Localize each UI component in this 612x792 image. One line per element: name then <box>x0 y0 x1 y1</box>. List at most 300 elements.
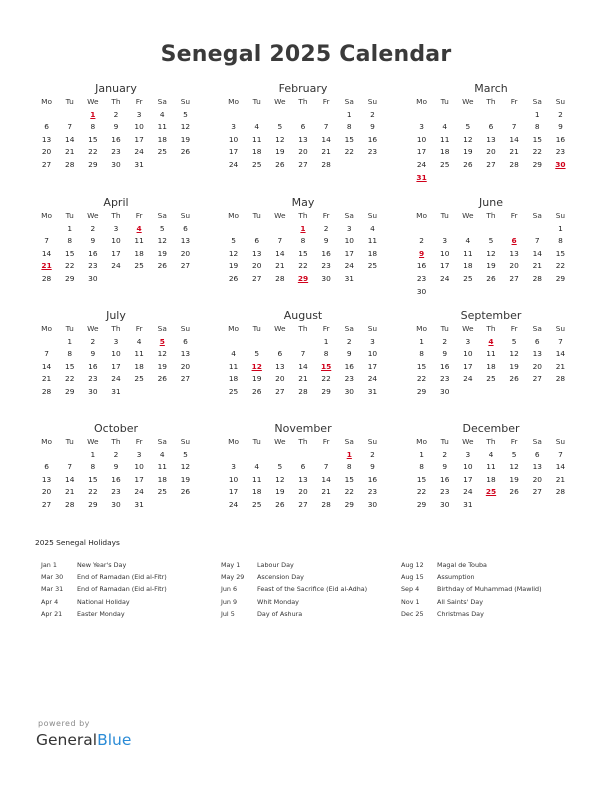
day-cell[interactable]: 22 <box>298 261 308 271</box>
day-cell[interactable]: 2 <box>370 109 375 119</box>
day-cell[interactable]: 23 <box>111 487 121 497</box>
day-cell[interactable]: 23 <box>440 374 450 384</box>
day-cell[interactable]: 26 <box>509 374 519 384</box>
day-cell[interactable]: 24 <box>111 374 121 384</box>
day-cell[interactable]: 23 <box>321 261 331 271</box>
day-cell[interactable]: 22 <box>321 374 331 384</box>
day-cell[interactable]: 26 <box>463 159 473 169</box>
day-cell[interactable]: 26 <box>509 487 519 497</box>
day-cell[interactable]: 14 <box>65 474 75 484</box>
day-cell[interactable]: 21 <box>275 261 285 271</box>
day-cell[interactable]: 1 <box>346 109 352 119</box>
day-cell[interactable]: 9 <box>90 236 96 246</box>
day-cell[interactable]: 12 <box>157 349 167 359</box>
day-cell[interactable]: 12 <box>486 248 496 258</box>
day-cell[interactable]: 15 <box>416 361 427 371</box>
day-cell[interactable]: 31 <box>111 386 121 396</box>
day-cell[interactable]: 3 <box>442 236 448 246</box>
day-cell[interactable]: 20 <box>180 248 191 258</box>
day-cell[interactable]: 18 <box>486 474 496 484</box>
day-cell[interactable]: 4 <box>159 109 165 119</box>
day-cell[interactable]: 16 <box>367 134 378 144</box>
day-cell[interactable]: 25 <box>134 374 144 384</box>
day-cell[interactable]: 1 <box>67 336 73 346</box>
day-cell[interactable]: 21 <box>321 487 331 497</box>
day-cell[interactable]: 28 <box>298 386 308 396</box>
day-cell[interactable]: 24 <box>463 374 473 384</box>
day-cell[interactable]: 17 <box>463 361 473 371</box>
day-cell[interactable]: 19 <box>180 134 191 144</box>
day-cell[interactable]: 19 <box>180 474 191 484</box>
day-cell[interactable]: 17 <box>367 361 378 371</box>
day-cell[interactable]: 20 <box>180 361 191 371</box>
day-cell[interactable]: 1 <box>323 336 329 346</box>
day-cell[interactable]: 22 <box>555 261 566 271</box>
day-cell[interactable]: 28 <box>532 273 542 283</box>
day-cell[interactable]: 13 <box>41 134 52 144</box>
day-cell[interactable]: 7 <box>511 122 517 132</box>
day-cell[interactable]: 25 <box>252 159 262 169</box>
day-cell[interactable]: 17 <box>228 487 239 497</box>
day-cell[interactable]: 10 <box>463 462 473 472</box>
day-cell[interactable]: 12 <box>509 349 519 359</box>
day-cell[interactable]: 20 <box>298 487 308 497</box>
day-cell[interactable]: 22 <box>344 487 354 497</box>
day-cell[interactable]: 12 <box>509 462 519 472</box>
day-cell[interactable]: 3 <box>465 336 471 346</box>
day-cell[interactable]: 23 <box>555 147 566 157</box>
day-cell[interactable]: 1 <box>90 449 96 459</box>
day-cell[interactable]: 26 <box>180 147 191 157</box>
day-cell[interactable]: 27 <box>532 487 542 497</box>
holiday-day-cell[interactable]: 1 <box>346 449 352 459</box>
day-cell[interactable]: 4 <box>442 122 448 132</box>
day-cell[interactable]: 24 <box>463 487 473 497</box>
day-cell[interactable]: 13 <box>298 474 308 484</box>
day-cell[interactable]: 15 <box>65 361 75 371</box>
day-cell[interactable]: 18 <box>252 487 262 497</box>
day-cell[interactable]: 23 <box>367 147 378 157</box>
day-cell[interactable]: 7 <box>300 349 306 359</box>
day-cell[interactable]: 7 <box>534 236 540 246</box>
holiday-day-cell[interactable]: 29 <box>297 273 309 283</box>
day-cell[interactable]: 23 <box>88 374 98 384</box>
day-cell[interactable]: 8 <box>346 122 352 132</box>
day-cell[interactable]: 10 <box>367 349 378 359</box>
day-cell[interactable]: 6 <box>183 223 188 233</box>
day-cell[interactable]: 27 <box>252 273 262 283</box>
day-cell[interactable]: 27 <box>486 159 496 169</box>
day-cell[interactable]: 25 <box>134 261 144 271</box>
day-cell[interactable]: 3 <box>113 223 119 233</box>
day-cell[interactable]: 16 <box>416 261 427 271</box>
day-cell[interactable]: 26 <box>275 499 285 509</box>
day-cell[interactable]: 14 <box>298 361 308 371</box>
day-cell[interactable]: 29 <box>65 386 75 396</box>
day-cell[interactable]: 25 <box>486 374 496 384</box>
day-cell[interactable]: 29 <box>88 499 98 509</box>
day-cell[interactable]: 22 <box>532 147 542 157</box>
day-cell[interactable]: 16 <box>321 248 331 258</box>
day-cell[interactable]: 28 <box>275 273 285 283</box>
day-cell[interactable]: 13 <box>532 462 542 472</box>
day-cell[interactable]: 11 <box>134 349 144 359</box>
day-cell[interactable]: 2 <box>558 109 563 119</box>
day-cell[interactable]: 26 <box>252 386 262 396</box>
day-cell[interactable]: 11 <box>486 349 496 359</box>
holiday-day-cell[interactable]: 9 <box>418 248 425 258</box>
day-cell[interactable]: 7 <box>67 122 73 132</box>
day-cell[interactable]: 15 <box>65 248 75 258</box>
day-cell[interactable]: 19 <box>252 374 262 384</box>
day-cell[interactable]: 12 <box>180 122 191 132</box>
day-cell[interactable]: 2 <box>113 449 119 459</box>
day-cell[interactable]: 8 <box>419 349 424 359</box>
day-cell[interactable]: 28 <box>509 159 519 169</box>
day-cell[interactable]: 19 <box>157 361 167 371</box>
day-cell[interactable]: 15 <box>416 474 427 484</box>
day-cell[interactable]: 5 <box>511 336 517 346</box>
day-cell[interactable]: 24 <box>228 159 239 169</box>
day-cell[interactable]: 26 <box>157 261 167 271</box>
day-cell[interactable]: 10 <box>228 474 239 484</box>
day-cell[interactable]: 23 <box>344 374 354 384</box>
day-cell[interactable]: 7 <box>44 349 49 359</box>
day-cell[interactable]: 16 <box>555 134 566 144</box>
day-cell[interactable]: 8 <box>534 122 540 132</box>
day-cell[interactable]: 24 <box>440 273 450 283</box>
day-cell[interactable]: 28 <box>41 273 52 283</box>
day-cell[interactable]: 23 <box>440 487 450 497</box>
day-cell[interactable]: 18 <box>252 147 262 157</box>
day-cell[interactable]: 27 <box>41 159 52 169</box>
day-cell[interactable]: 7 <box>323 122 329 132</box>
day-cell[interactable]: 30 <box>440 386 450 396</box>
day-cell[interactable]: 30 <box>344 386 354 396</box>
day-cell[interactable]: 20 <box>41 487 52 497</box>
day-cell[interactable]: 18 <box>367 248 378 258</box>
day-cell[interactable]: 7 <box>558 336 563 346</box>
day-cell[interactable]: 17 <box>134 474 144 484</box>
day-cell[interactable]: 9 <box>346 349 352 359</box>
day-cell[interactable]: 17 <box>416 147 427 157</box>
day-cell[interactable]: 12 <box>157 236 167 246</box>
day-cell[interactable]: 16 <box>88 248 98 258</box>
day-cell[interactable]: 19 <box>157 248 167 258</box>
day-cell[interactable]: 9 <box>370 462 375 472</box>
day-cell[interactable]: 28 <box>555 374 566 384</box>
holiday-day-cell[interactable]: 31 <box>416 172 427 182</box>
day-cell[interactable]: 15 <box>344 474 354 484</box>
day-cell[interactable]: 10 <box>228 134 239 144</box>
day-cell[interactable]: 21 <box>65 147 75 157</box>
day-cell[interactable]: 2 <box>442 336 448 346</box>
day-cell[interactable]: 8 <box>67 349 73 359</box>
day-cell[interactable]: 25 <box>367 261 378 271</box>
day-cell[interactable]: 19 <box>275 147 285 157</box>
day-cell[interactable]: 13 <box>41 474 52 484</box>
day-cell[interactable]: 17 <box>111 248 121 258</box>
day-cell[interactable]: 1 <box>419 449 424 459</box>
day-cell[interactable]: 31 <box>344 273 354 283</box>
day-cell[interactable]: 15 <box>344 134 354 144</box>
day-cell[interactable]: 1 <box>534 109 540 119</box>
day-cell[interactable]: 8 <box>90 462 96 472</box>
day-cell[interactable]: 24 <box>367 374 378 384</box>
holiday-day-cell[interactable]: 4 <box>488 336 494 346</box>
day-cell[interactable]: 8 <box>300 236 306 246</box>
day-cell[interactable]: 14 <box>41 248 52 258</box>
day-cell[interactable]: 20 <box>41 147 52 157</box>
day-cell[interactable]: 27 <box>509 273 519 283</box>
day-cell[interactable]: 13 <box>180 349 191 359</box>
day-cell[interactable]: 11 <box>367 236 378 246</box>
day-cell[interactable]: 8 <box>419 462 424 472</box>
day-cell[interactable]: 14 <box>275 248 285 258</box>
day-cell[interactable]: 30 <box>321 273 331 283</box>
day-cell[interactable]: 5 <box>488 236 494 246</box>
day-cell[interactable]: 15 <box>555 248 566 258</box>
day-cell[interactable]: 1 <box>67 223 73 233</box>
day-cell[interactable]: 18 <box>134 248 144 258</box>
day-cell[interactable]: 30 <box>111 159 121 169</box>
day-cell[interactable]: 6 <box>254 236 260 246</box>
holiday-day-cell[interactable]: 5 <box>159 336 165 346</box>
day-cell[interactable]: 29 <box>555 273 566 283</box>
day-cell[interactable]: 25 <box>228 386 239 396</box>
day-cell[interactable]: 25 <box>463 273 473 283</box>
day-cell[interactable]: 29 <box>321 386 331 396</box>
day-cell[interactable]: 14 <box>532 248 542 258</box>
day-cell[interactable]: 20 <box>532 361 542 371</box>
holiday-day-cell[interactable]: 1 <box>90 109 96 119</box>
day-cell[interactable]: 17 <box>344 248 354 258</box>
day-cell[interactable]: 5 <box>183 449 188 459</box>
day-cell[interactable]: 25 <box>440 159 450 169</box>
day-cell[interactable]: 29 <box>65 273 75 283</box>
day-cell[interactable]: 9 <box>323 236 329 246</box>
day-cell[interactable]: 16 <box>367 474 378 484</box>
day-cell[interactable]: 11 <box>463 248 473 258</box>
day-cell[interactable]: 10 <box>134 122 144 132</box>
day-cell[interactable]: 9 <box>370 122 375 132</box>
day-cell[interactable]: 4 <box>136 336 142 346</box>
day-cell[interactable]: 24 <box>134 147 144 157</box>
day-cell[interactable]: 21 <box>555 361 566 371</box>
day-cell[interactable]: 22 <box>65 374 75 384</box>
day-cell[interactable]: 18 <box>228 374 239 384</box>
day-cell[interactable]: 7 <box>44 236 49 246</box>
day-cell[interactable]: 29 <box>416 499 427 509</box>
day-cell[interactable]: 14 <box>555 462 566 472</box>
day-cell[interactable]: 23 <box>111 147 121 157</box>
day-cell[interactable]: 12 <box>228 248 239 258</box>
day-cell[interactable]: 3 <box>136 109 142 119</box>
day-cell[interactable]: 6 <box>44 462 49 472</box>
day-cell[interactable]: 10 <box>416 134 427 144</box>
day-cell[interactable]: 10 <box>134 462 144 472</box>
day-cell[interactable]: 3 <box>113 336 119 346</box>
day-cell[interactable]: 27 <box>298 159 308 169</box>
day-cell[interactable]: 7 <box>277 236 283 246</box>
day-cell[interactable]: 7 <box>67 462 73 472</box>
day-cell[interactable]: 24 <box>134 487 144 497</box>
day-cell[interactable]: 30 <box>416 286 427 296</box>
day-cell[interactable]: 7 <box>323 462 329 472</box>
day-cell[interactable]: 14 <box>65 134 75 144</box>
day-cell[interactable]: 19 <box>228 261 239 271</box>
day-cell[interactable]: 27 <box>180 261 191 271</box>
day-cell[interactable]: 5 <box>254 349 260 359</box>
day-cell[interactable]: 3 <box>370 336 375 346</box>
day-cell[interactable]: 17 <box>228 147 239 157</box>
day-cell[interactable]: 25 <box>157 147 167 157</box>
day-cell[interactable]: 15 <box>88 474 98 484</box>
day-cell[interactable]: 26 <box>157 374 167 384</box>
day-cell[interactable]: 4 <box>370 223 375 233</box>
day-cell[interactable]: 30 <box>88 273 98 283</box>
day-cell[interactable]: 26 <box>180 487 191 497</box>
day-cell[interactable]: 4 <box>254 122 260 132</box>
day-cell[interactable]: 3 <box>231 122 236 132</box>
day-cell[interactable]: 26 <box>228 273 239 283</box>
day-cell[interactable]: 2 <box>370 449 375 459</box>
holiday-day-cell[interactable]: 30 <box>555 159 566 169</box>
day-cell[interactable]: 16 <box>344 361 354 371</box>
day-cell[interactable]: 17 <box>440 261 450 271</box>
day-cell[interactable]: 16 <box>440 361 450 371</box>
day-cell[interactable]: 11 <box>252 474 262 484</box>
day-cell[interactable]: 9 <box>113 462 119 472</box>
day-cell[interactable]: 10 <box>344 236 354 246</box>
day-cell[interactable]: 25 <box>252 499 262 509</box>
holiday-day-cell[interactable]: 25 <box>485 487 497 497</box>
day-cell[interactable]: 5 <box>511 449 517 459</box>
day-cell[interactable]: 30 <box>440 499 450 509</box>
day-cell[interactable]: 15 <box>298 248 308 258</box>
day-cell[interactable]: 31 <box>134 159 144 169</box>
day-cell[interactable]: 14 <box>321 474 331 484</box>
day-cell[interactable]: 24 <box>416 159 427 169</box>
day-cell[interactable]: 3 <box>465 449 471 459</box>
day-cell[interactable]: 4 <box>465 236 471 246</box>
day-cell[interactable]: 13 <box>486 134 496 144</box>
day-cell[interactable]: 5 <box>183 109 188 119</box>
day-cell[interactable]: 4 <box>254 462 260 472</box>
day-cell[interactable]: 9 <box>442 462 448 472</box>
day-cell[interactable]: 10 <box>111 349 121 359</box>
day-cell[interactable]: 9 <box>442 349 448 359</box>
day-cell[interactable]: 15 <box>532 134 542 144</box>
day-cell[interactable]: 18 <box>134 361 144 371</box>
day-cell[interactable]: 7 <box>558 449 563 459</box>
day-cell[interactable]: 20 <box>509 261 519 271</box>
day-cell[interactable]: 21 <box>41 374 52 384</box>
day-cell[interactable]: 2 <box>90 336 96 346</box>
day-cell[interactable]: 5 <box>465 122 471 132</box>
day-cell[interactable]: 12 <box>275 474 285 484</box>
day-cell[interactable]: 24 <box>228 499 239 509</box>
day-cell[interactable]: 21 <box>532 261 542 271</box>
day-cell[interactable]: 11 <box>157 462 167 472</box>
day-cell[interactable]: 28 <box>65 499 75 509</box>
day-cell[interactable]: 31 <box>463 499 473 509</box>
day-cell[interactable]: 17 <box>134 134 144 144</box>
day-cell[interactable]: 27 <box>298 499 308 509</box>
day-cell[interactable]: 11 <box>157 122 167 132</box>
holiday-day-cell[interactable]: 15 <box>320 361 332 371</box>
day-cell[interactable]: 23 <box>88 261 98 271</box>
day-cell[interactable]: 15 <box>88 134 98 144</box>
day-cell[interactable]: 22 <box>88 147 98 157</box>
day-cell[interactable]: 16 <box>440 474 450 484</box>
day-cell[interactable]: 14 <box>321 134 331 144</box>
holiday-day-cell[interactable]: 1 <box>300 223 306 233</box>
day-cell[interactable]: 31 <box>134 499 144 509</box>
day-cell[interactable]: 26 <box>486 273 496 283</box>
day-cell[interactable]: 11 <box>440 134 450 144</box>
day-cell[interactable]: 8 <box>323 349 329 359</box>
day-cell[interactable]: 12 <box>463 134 473 144</box>
day-cell[interactable]: 3 <box>419 122 424 132</box>
holiday-day-cell[interactable]: 6 <box>511 236 517 246</box>
day-cell[interactable]: 5 <box>277 122 283 132</box>
day-cell[interactable]: 19 <box>509 474 519 484</box>
day-cell[interactable]: 19 <box>463 147 473 157</box>
day-cell[interactable]: 22 <box>88 487 98 497</box>
day-cell[interactable]: 6 <box>44 122 49 132</box>
day-cell[interactable]: 4 <box>231 349 236 359</box>
day-cell[interactable]: 3 <box>136 449 142 459</box>
day-cell[interactable]: 20 <box>275 374 285 384</box>
day-cell[interactable]: 28 <box>555 487 566 497</box>
day-cell[interactable]: 13 <box>509 248 519 258</box>
day-cell[interactable]: 20 <box>532 474 542 484</box>
day-cell[interactable]: 29 <box>532 159 542 169</box>
day-cell[interactable]: 30 <box>88 386 98 396</box>
day-cell[interactable]: 18 <box>157 474 167 484</box>
day-cell[interactable]: 23 <box>416 273 427 283</box>
day-cell[interactable]: 20 <box>298 147 308 157</box>
day-cell[interactable]: 6 <box>277 349 283 359</box>
generalblue-logo[interactable] <box>36 731 131 749</box>
day-cell[interactable]: 13 <box>180 236 191 246</box>
day-cell[interactable]: 18 <box>463 261 473 271</box>
day-cell[interactable]: 20 <box>252 261 262 271</box>
day-cell[interactable]: 6 <box>183 336 188 346</box>
day-cell[interactable]: 9 <box>558 122 563 132</box>
day-cell[interactable]: 12 <box>275 134 285 144</box>
day-cell[interactable]: 18 <box>486 361 496 371</box>
day-cell[interactable]: 28 <box>321 159 331 169</box>
day-cell[interactable]: 16 <box>88 361 98 371</box>
day-cell[interactable]: 3 <box>231 462 236 472</box>
day-cell[interactable]: 24 <box>344 261 354 271</box>
day-cell[interactable]: 2 <box>346 336 352 346</box>
day-cell[interactable]: 4 <box>159 449 165 459</box>
day-cell[interactable]: 28 <box>41 386 52 396</box>
day-cell[interactable]: 22 <box>344 147 354 157</box>
day-cell[interactable]: 27 <box>41 499 52 509</box>
day-cell[interactable]: 2 <box>442 449 448 459</box>
day-cell[interactable]: 6 <box>534 336 540 346</box>
day-cell[interactable]: 8 <box>67 236 73 246</box>
day-cell[interactable]: 24 <box>111 261 121 271</box>
day-cell[interactable]: 5 <box>159 223 165 233</box>
day-cell[interactable]: 29 <box>88 159 98 169</box>
day-cell[interactable]: 22 <box>65 261 75 271</box>
day-cell[interactable]: 13 <box>275 361 285 371</box>
